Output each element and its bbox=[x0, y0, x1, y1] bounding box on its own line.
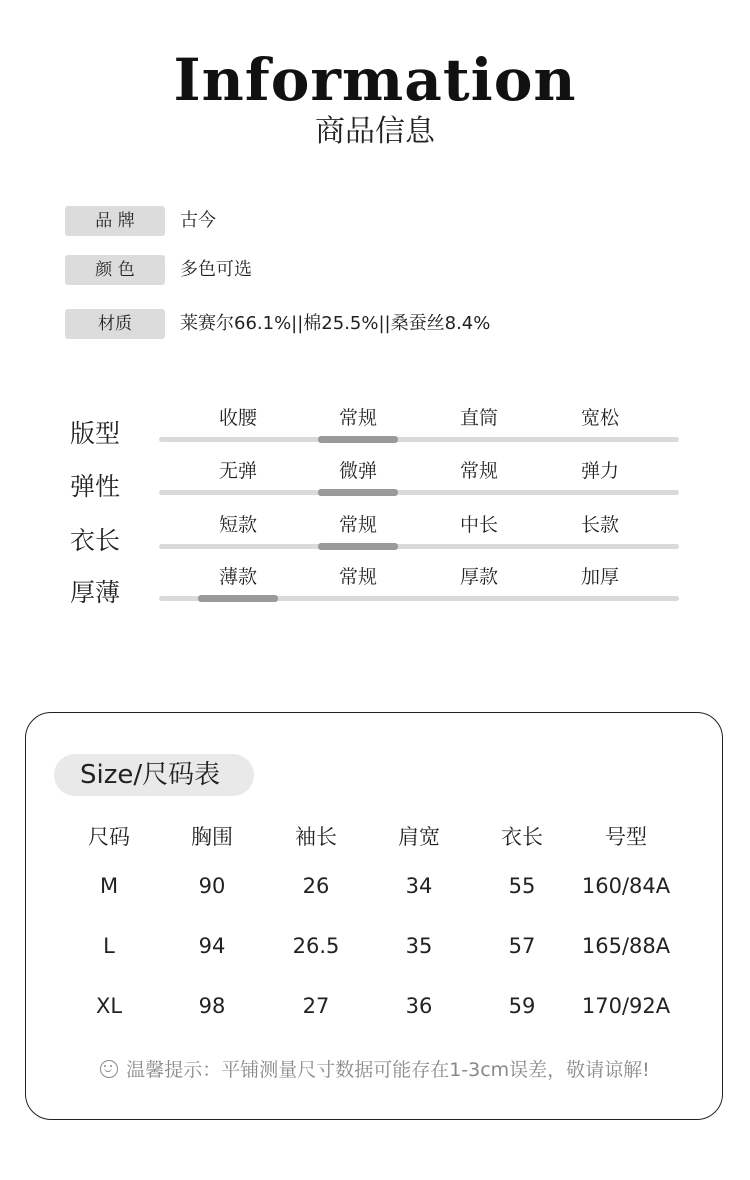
attribute-option: 长款 bbox=[580, 514, 619, 536]
attribute-option: 常规 bbox=[338, 514, 377, 536]
table-cell: 34 bbox=[405, 874, 433, 898]
attribute-option: 无弹 bbox=[218, 460, 257, 482]
attribute-row-length bbox=[0, 511, 750, 561]
attribute-option: 微弹 bbox=[338, 460, 377, 482]
size-chart-title: Size/尺码表 bbox=[54, 754, 254, 796]
attribute-option: 加厚 bbox=[580, 566, 619, 588]
attribute-option: 中长 bbox=[459, 514, 498, 536]
attribute-track bbox=[159, 544, 679, 549]
attribute-marker bbox=[318, 489, 398, 496]
smile-icon bbox=[100, 1060, 118, 1078]
attribute-name: 厚薄 bbox=[70, 578, 121, 607]
page-title-en: Information bbox=[173, 46, 577, 114]
table-header-cell: 胸围 bbox=[191, 825, 233, 849]
attribute-option: 常规 bbox=[338, 566, 377, 588]
table-cell: 55 bbox=[508, 874, 536, 898]
attribute-option: 弹力 bbox=[580, 460, 619, 482]
attribute-row-thickness bbox=[0, 563, 750, 613]
table-header-cell: 衣长 bbox=[501, 825, 543, 849]
attribute-option: 薄款 bbox=[218, 566, 257, 588]
size-chart-card bbox=[25, 712, 723, 1120]
attribute-row-fit bbox=[0, 404, 750, 454]
attribute-marker bbox=[198, 595, 278, 602]
table-cell: 165/88A bbox=[581, 934, 671, 958]
table-cell: 35 bbox=[405, 934, 433, 958]
attribute-option: 收腰 bbox=[218, 407, 257, 429]
table-header-cell: 袖长 bbox=[295, 825, 337, 849]
attribute-option: 常规 bbox=[459, 460, 498, 482]
attribute-option: 宽松 bbox=[580, 407, 619, 429]
table-header-cell: 肩宽 bbox=[398, 825, 440, 849]
table-cell: L bbox=[103, 934, 115, 958]
attribute-option: 直筒 bbox=[459, 407, 498, 429]
info-label-material: 材质 bbox=[65, 309, 165, 339]
attribute-track bbox=[159, 490, 679, 495]
attribute-name: 版型 bbox=[70, 419, 121, 448]
table-cell: 27 bbox=[302, 994, 330, 1018]
attribute-option: 常规 bbox=[338, 407, 377, 429]
table-cell: 160/84A bbox=[581, 874, 671, 898]
attribute-marker bbox=[318, 436, 398, 443]
info-value-brand: 古今 bbox=[180, 210, 216, 231]
table-cell: XL bbox=[95, 994, 123, 1018]
table-cell: 170/92A bbox=[581, 994, 671, 1018]
table-cell: 26 bbox=[302, 874, 330, 898]
table-cell: 36 bbox=[405, 994, 433, 1018]
table-cell: 90 bbox=[198, 874, 226, 898]
info-label-color: 颜 色 bbox=[65, 255, 165, 285]
table-cell: 59 bbox=[508, 994, 536, 1018]
table-cell: 26.5 bbox=[292, 934, 340, 958]
table-header-cell: 号型 bbox=[605, 825, 647, 849]
measurement-tip bbox=[26, 1055, 724, 1085]
attribute-option: 厚款 bbox=[459, 566, 498, 588]
info-value-color: 多色可选 bbox=[180, 259, 252, 280]
table-cell: 98 bbox=[198, 994, 226, 1018]
attribute-marker bbox=[318, 543, 398, 550]
attribute-name: 衣长 bbox=[70, 526, 121, 555]
table-cell: 57 bbox=[508, 934, 536, 958]
attribute-name: 弹性 bbox=[70, 472, 121, 501]
table-cell: M bbox=[99, 874, 119, 898]
table-cell: 94 bbox=[198, 934, 226, 958]
info-label-brand: 品 牌 bbox=[65, 206, 165, 236]
table-header-cell: 尺码 bbox=[88, 825, 130, 849]
attribute-track bbox=[159, 437, 679, 442]
attribute-row-elasticity bbox=[0, 457, 750, 507]
attribute-option: 短款 bbox=[218, 514, 257, 536]
tip-text: 温馨提示：平铺测量尺寸数据可能存在1-3cm误差，敬请谅解! bbox=[126, 1059, 650, 1081]
page-title-cn: 商品信息 bbox=[315, 114, 435, 149]
info-value-material: 莱赛尔66.1%||棉25.5%||桑蚕丝8.4% bbox=[180, 313, 491, 334]
